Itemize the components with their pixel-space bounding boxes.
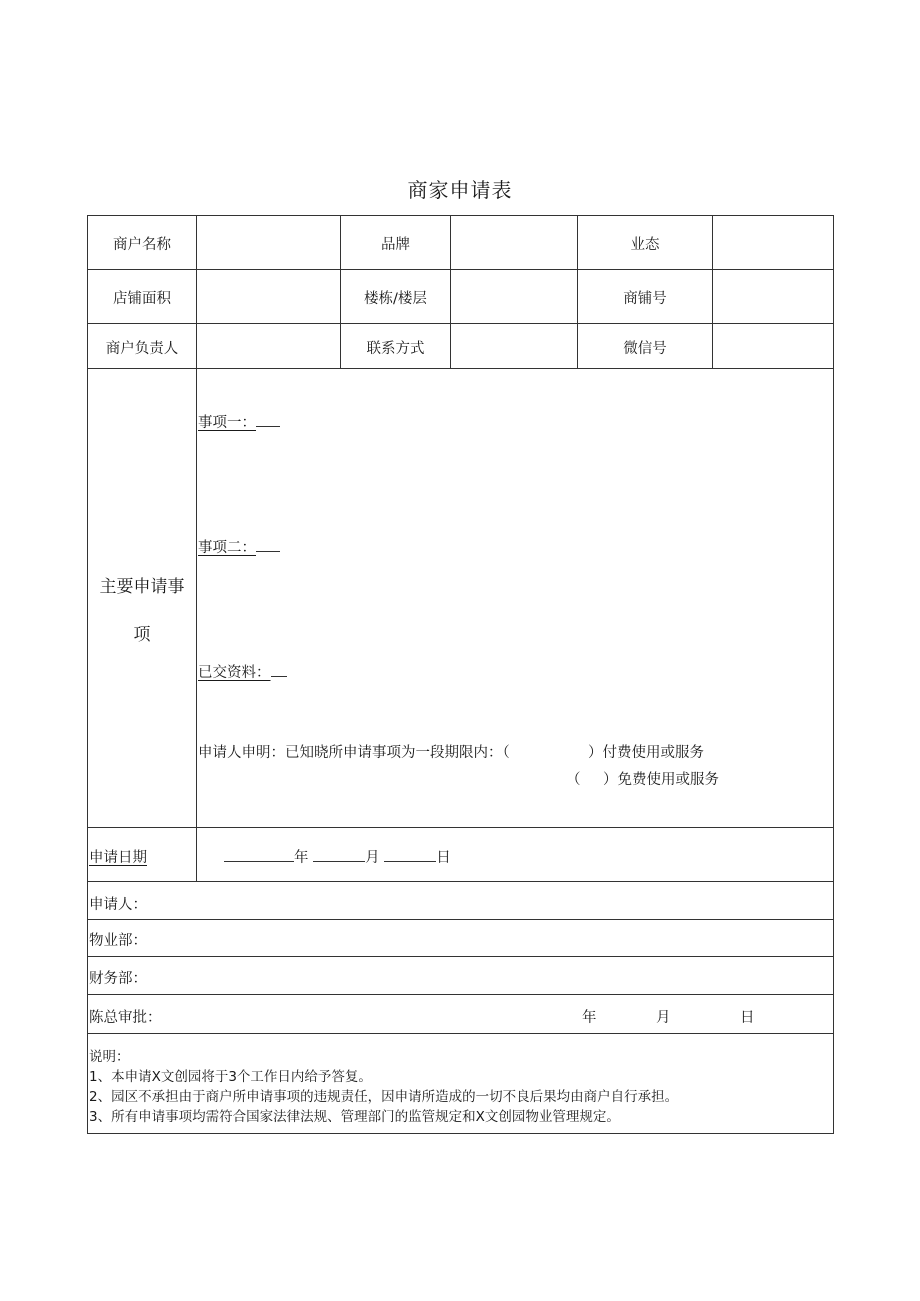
row-divider	[87, 1033, 834, 1034]
free-option-label: ）免费使用或服务	[603, 772, 719, 788]
item-one-label: 事项一：	[198, 411, 280, 432]
row-divider	[87, 994, 834, 995]
brand-field[interactable]	[452, 218, 576, 268]
wechat-field[interactable]	[714, 326, 832, 367]
store-area-field[interactable]	[198, 272, 339, 322]
main-request-label-line2: 项	[133, 625, 151, 645]
month-blank[interactable]	[313, 847, 365, 862]
building-floor-field[interactable]	[452, 272, 576, 322]
page-title: 商家申请表	[407, 178, 513, 202]
merchant-name-field[interactable]	[198, 218, 339, 268]
row-divider	[87, 323, 834, 324]
row-divider	[87, 368, 834, 369]
table-border-bottom	[87, 1133, 834, 1134]
row-divider	[87, 956, 834, 957]
note-item: 2、园区不承担由于商户所申请事项的违规责任，因申请所造成的一切不良后果均由商户自行承担。	[89, 1089, 679, 1105]
row-divider	[87, 827, 834, 828]
person-in-charge-label: 商户负责人	[105, 341, 179, 357]
application-date-label: 申请日期	[89, 850, 147, 866]
table-border-top	[87, 215, 834, 216]
gm-approval-day: 日	[740, 1010, 755, 1026]
store-area-label: 店铺面积	[113, 291, 171, 307]
property-dept-label: 物业部：	[89, 933, 147, 949]
contact-field[interactable]	[452, 326, 576, 367]
table-border-right	[833, 215, 834, 1134]
brand-label: 品牌	[381, 237, 410, 253]
finance-dept-label: 财务部：	[89, 971, 147, 987]
shop-number-label: 商铺号	[623, 291, 667, 307]
submitted-docs-label: 已交资料：	[198, 661, 287, 682]
free-option-checkbox[interactable]	[582, 768, 602, 786]
application-date-field[interactable]	[224, 846, 451, 867]
merchant-name-label: 商户名称	[113, 237, 171, 253]
day-blank[interactable]	[384, 847, 436, 862]
row-divider	[87, 919, 834, 920]
paid-option-label: ）付费使用或服务	[588, 745, 704, 761]
year-label: 年	[294, 850, 309, 866]
month-label: 月	[365, 850, 380, 866]
day-label: 日	[436, 850, 451, 866]
column-divider	[450, 215, 451, 368]
contact-label: 联系方式	[366, 341, 425, 357]
person-in-charge-field[interactable]	[198, 326, 339, 367]
business-type-field[interactable]	[714, 218, 832, 268]
business-type-label: 业态	[630, 237, 660, 253]
column-divider	[196, 215, 197, 881]
paid-option-checkbox[interactable]	[533, 741, 587, 759]
notes-heading: 说明：	[89, 1049, 130, 1065]
wechat-label: 微信号	[623, 341, 667, 357]
row-divider	[87, 881, 834, 882]
note-item: 1、本申请X文创园将于3个工作日内给予答复。	[89, 1069, 372, 1085]
main-request-label-line1: 主要申请事	[99, 577, 185, 597]
declaration-text: 申请人申明：已知晓所申请事项为一段期限内：（	[198, 745, 510, 761]
column-divider	[712, 215, 713, 368]
year-blank[interactable]	[224, 847, 294, 862]
gm-approval-year: 年	[582, 1010, 597, 1026]
item-two-label: 事项二：	[198, 536, 280, 557]
shop-number-field[interactable]	[714, 272, 832, 322]
applicant-label: 申请人：	[89, 897, 147, 913]
gm-approval-month: 月	[656, 1010, 671, 1026]
gm-approval-label: 陈总审批：	[89, 1010, 162, 1026]
free-option-open-paren: （	[566, 772, 581, 788]
building-floor-label: 楼栋/楼层	[364, 291, 427, 307]
row-divider	[87, 269, 834, 270]
note-item: 3、所有申请事项均需符合国家法律法规、管理部门的监管规定和X文创园物业管理规定。	[89, 1109, 620, 1125]
